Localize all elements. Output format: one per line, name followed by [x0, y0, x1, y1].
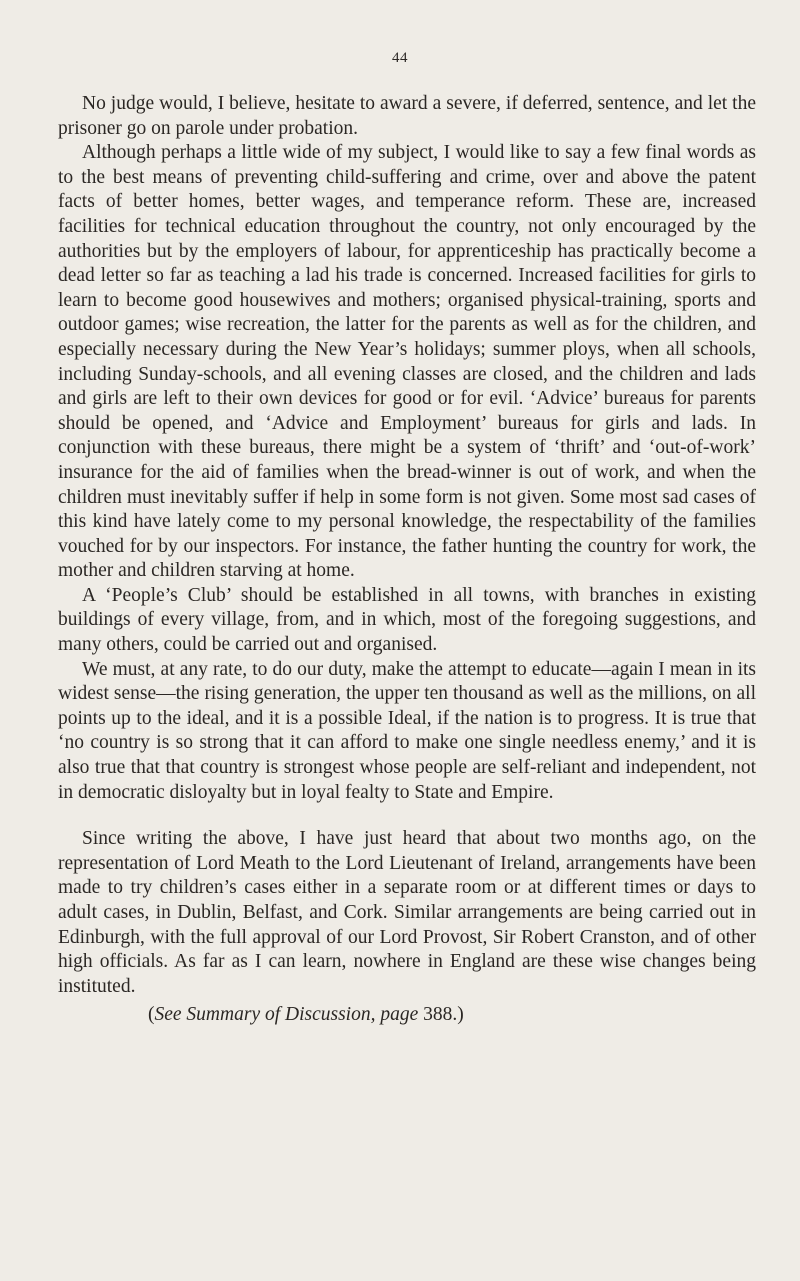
discussion-reference: [58, 1003, 756, 1028]
paragraph-4: We must, at any rate, to do our duty, make the attempt to educate—again I mean in its widest sense—the rising generation, the upper ten thousand as well as the millions, on all points up to the ideal, and it is a possible Ideal, if the nation is to progress. It is true that ‘no country is so strong that it can afford to make one single needless enemy,’ and it is also true that that country is strongest whose people are self-reliant and independent, not in democratic disloyalty but in loyal fealty to State and Empire.: [58, 658, 756, 803]
paragraph-5: Since writing the above, I have just heard that about two months ago, on the representation of Lord Meath to the Lord Lieutenant of Ireland, arrangements have been made to try children’s cases either in a separate room or at different times or days to adult cases, in Dublin, Belfast, and Cork. Similar arrangements are being carried out in Edinburgh, with the full approval of our Lord Provost, Sir Robert Cranston, and of other high officials. As far as I can learn, nowhere in England are these wise changes being instituted.: [58, 828, 756, 997]
reference-page: 388: [423, 1004, 453, 1026]
page-number: 44: [392, 50, 408, 66]
reference-open: (: [148, 1004, 155, 1026]
paragraph-1: No judge would, I believe, hesitate to award a severe, if deferred, sentence, and let the prisoner go on parole under probation.: [58, 93, 756, 139]
reference-label: See Summary of Discussion, page: [154, 1004, 419, 1026]
paragraph-2: Although perhaps a little wide of my subject, I would like to say a few final words as to the best means of preventing child-suffering and crime, over and above the patent facts of better homes, better wages, and temperance reform. These are, increased facilities for technical education throughout the country, not only encouraged by the authorities but by the employers of labour, for apprenticeship has practically become a dead letter so far as teaching a lad his trade is concerned. Increased facilities for girls to learn to become good housewives and mothers; organised physical-training, sports and outdoor games; wise recreation, the latter for the parents as well as for the children, and especially necessary during the New Year’s holidays; summer ploys, when all schools, including Sunday-schools, and all evening classes are closed, and the children and lads and girls are left to their own devices for good or for evil. ‘Advice’ bureaus for parents should be opened, and ‘Advice and Employment’ bureaus for girls and lads. In conjunction with these bureaus, there might be a system of ‘thrift’ and ‘out-of-work’ insurance for the aid of families when the bread-winner is out of work, and when the children must inevitably suffer if help in some form is not given. Some most sad cases of this kind have lately come to my personal knowledge, the respectability of the families vouched for by our inspectors. For instance, the father hunting the country for work, the mother and children starving at home.: [58, 142, 756, 582]
body-text: [58, 92, 756, 1028]
reference-close: .): [452, 1004, 464, 1026]
paragraph-3: A ‘People’s Club’ should be established in all towns, with branches in existing buildings of every village, from, and in which, most of the foregoing suggestions, and many others, could be carried out and organised.: [58, 584, 756, 656]
